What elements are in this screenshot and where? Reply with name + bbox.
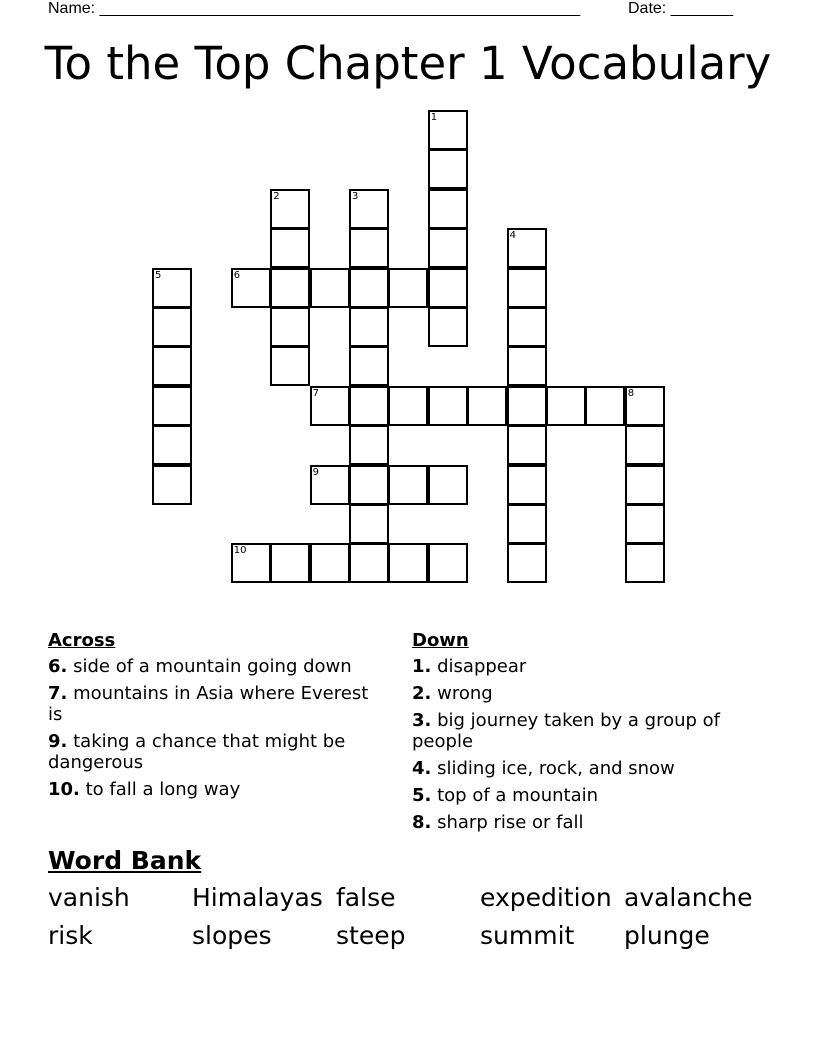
across-clues: [48, 630, 388, 806]
crossword-cell[interactable]: [270, 307, 310, 347]
cell-number: 10: [233, 545, 247, 557]
clue-down-2: 2. wrong: [412, 683, 493, 704]
clue-across-10: 10. to fall a long way: [48, 779, 241, 800]
crossword-cell[interactable]: [507, 504, 547, 544]
crossword-cell[interactable]: [310, 268, 350, 308]
crossword-cell[interactable]: [428, 189, 468, 229]
crossword-cell[interactable]: [270, 268, 310, 308]
crossword-cell[interactable]: [349, 543, 389, 583]
crossword-cell[interactable]: [428, 386, 468, 426]
crossword-cell[interactable]: [428, 543, 468, 583]
crossword-cell[interactable]: [585, 386, 625, 426]
crossword-cell[interactable]: [388, 386, 428, 426]
word-bank-word: steep: [336, 921, 406, 950]
crossword-cell[interactable]: [625, 465, 665, 505]
clue-across-9: 9. taking a chance that might be dangerous: [48, 731, 346, 773]
crossword-cell[interactable]: [349, 189, 389, 229]
crossword-cell[interactable]: [428, 110, 468, 150]
clue-down-8: 8. sharp rise or fall: [412, 812, 584, 833]
crossword-cell[interactable]: [507, 307, 547, 347]
clue-across-7: 7. mountains in Asia where Everest is: [48, 683, 369, 725]
cell-number: 9: [312, 466, 319, 478]
word-bank-word: false: [336, 883, 396, 912]
crossword-cell[interactable]: [349, 425, 389, 465]
crossword-cell[interactable]: [270, 228, 310, 268]
crossword-cell[interactable]: [546, 386, 586, 426]
word-bank-word: summit: [480, 921, 575, 950]
crossword-cell[interactable]: [349, 307, 389, 347]
crossword-cell[interactable]: [270, 346, 310, 386]
cell-number: 8: [627, 387, 635, 399]
crossword-cell[interactable]: [625, 425, 665, 465]
cell-number: 5: [155, 269, 162, 281]
crossword-cell[interactable]: [349, 504, 389, 544]
crossword-cell[interactable]: [152, 425, 192, 465]
crossword-cell[interactable]: [152, 386, 192, 426]
crossword-cell[interactable]: [507, 228, 547, 268]
crossword-cell[interactable]: [152, 346, 192, 386]
word-bank-word: expedition: [480, 883, 612, 912]
crossword-cell[interactable]: [388, 465, 428, 505]
down-heading: Down: [412, 630, 469, 651]
crossword-cell[interactable]: [428, 465, 468, 505]
crossword-cell[interactable]: [349, 268, 389, 308]
clue-down-4: 4. sliding ice, rock, and snow: [412, 758, 675, 779]
word-bank-word: vanish: [48, 883, 130, 912]
date-field[interactable]: Date: _______: [628, 0, 733, 17]
across-heading: Across: [48, 630, 116, 651]
crossword-cell[interactable]: [270, 543, 310, 583]
crossword-cell[interactable]: [152, 307, 192, 347]
crossword-cell[interactable]: [507, 386, 547, 426]
crossword-cell[interactable]: [625, 543, 665, 583]
word-bank-title: Word Bank: [48, 846, 202, 875]
crossword-cell[interactable]: [310, 465, 350, 505]
word-bank-word: avalanche: [624, 883, 753, 912]
cell-number: 6: [233, 269, 241, 281]
crossword-cell[interactable]: [507, 268, 547, 308]
down-clues: [412, 630, 752, 839]
crossword-cell[interactable]: [507, 465, 547, 505]
cell-number: 2: [273, 190, 280, 202]
crossword-cell[interactable]: [152, 465, 192, 505]
crossword-cell[interactable]: [152, 268, 192, 308]
crossword-cell[interactable]: [231, 268, 271, 308]
cell-number: 3: [352, 190, 359, 202]
crossword-cell[interactable]: [388, 543, 428, 583]
clue-across-6: 6. side of a mountain going down: [48, 656, 352, 677]
crossword-cell[interactable]: [231, 543, 271, 583]
clue-down-5: 5. top of a mountain: [412, 785, 599, 806]
crossword-cell[interactable]: [349, 386, 389, 426]
name-field[interactable]: Name: ______________________________________________________: [48, 0, 581, 17]
crossword-cell[interactable]: [428, 268, 468, 308]
crossword-cell[interactable]: [270, 189, 310, 229]
word-bank-word: plunge: [624, 921, 710, 950]
crossword-cell[interactable]: [310, 386, 350, 426]
word-bank-word: slopes: [192, 921, 272, 950]
cell-number: 4: [509, 230, 516, 242]
word-bank-word: Himalayas: [192, 883, 323, 912]
page-title: To the Top Chapter 1 Vocabulary: [44, 37, 772, 90]
cell-number: 7: [312, 387, 319, 399]
crossword-cell[interactable]: [507, 543, 547, 583]
cell-number: 1: [430, 112, 438, 123]
crossword-cell[interactable]: [507, 346, 547, 386]
crossword-cell[interactable]: [625, 386, 665, 426]
crossword-cell[interactable]: [428, 307, 468, 347]
crossword-cell[interactable]: [388, 268, 428, 308]
crossword-cell[interactable]: [428, 149, 468, 189]
crossword-cell[interactable]: [428, 228, 468, 268]
crossword-cell[interactable]: [310, 543, 350, 583]
crossword-cell[interactable]: [507, 425, 547, 465]
crossword-cell[interactable]: [625, 504, 665, 544]
crossword-cell[interactable]: [349, 228, 389, 268]
crossword-cell[interactable]: [349, 465, 389, 505]
word-bank-word: risk: [48, 921, 93, 950]
crossword-cell[interactable]: [467, 386, 507, 426]
clue-down-1: 1. disappear: [412, 656, 527, 677]
crossword-cell[interactable]: [349, 346, 389, 386]
clue-down-3: 3. big journey taken by a group of people: [412, 710, 721, 752]
